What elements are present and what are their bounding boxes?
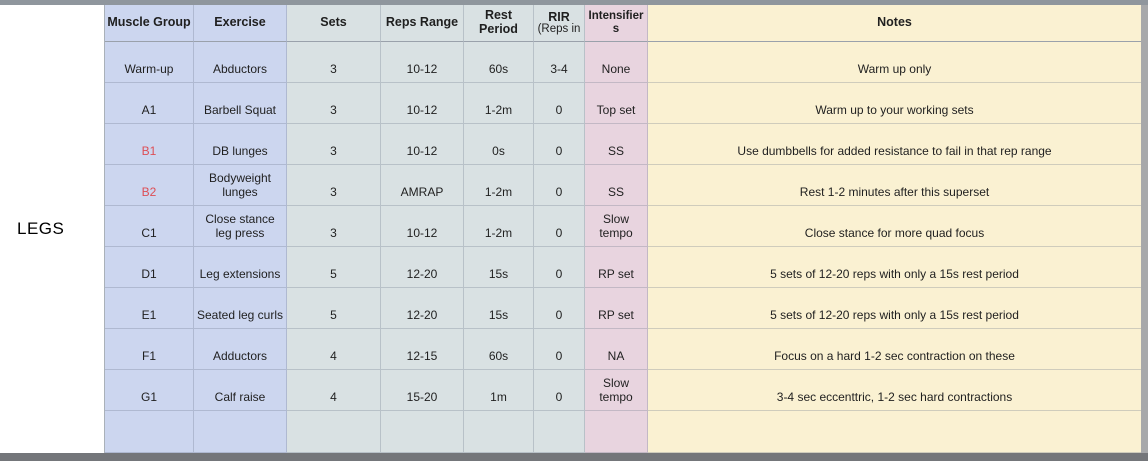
table-row (105, 206, 1141, 247)
cell-notes[interactable]: Rest 1-2 minutes after this superset (648, 165, 1141, 206)
cell-notes[interactable]: 5 sets of 12-20 reps with only a 15s rest period (648, 247, 1141, 288)
table-row (105, 124, 1141, 165)
cell-rir[interactable]: 0 (534, 83, 585, 124)
cell-intensifiers[interactable]: SS (585, 124, 648, 165)
cell-reps-range[interactable]: 15-20 (381, 370, 464, 411)
cell-rest-period[interactable]: 15s (464, 247, 534, 288)
cell-rest-period[interactable] (464, 411, 534, 453)
cell-rir[interactable] (534, 411, 585, 453)
header-rir-subtitle: (Reps in (537, 22, 581, 35)
cell-intensifiers[interactable]: RP set (585, 288, 648, 329)
cell-muscle-group[interactable] (105, 411, 194, 453)
cell-exercise[interactable]: Seated leg curls (194, 288, 287, 329)
cell-reps-range[interactable]: 10-12 (381, 206, 464, 247)
cell-sets[interactable]: 5 (287, 288, 381, 329)
cell-sets[interactable]: 3 (287, 206, 381, 247)
cell-notes[interactable] (648, 411, 1141, 453)
cell-rest-period[interactable]: 60s (464, 42, 534, 83)
cell-rir[interactable]: 0 (534, 206, 585, 247)
cell-exercise[interactable]: Calf raise (194, 370, 287, 411)
cell-muscle-group[interactable]: G1 (105, 370, 194, 411)
sheet-content (0, 5, 1141, 453)
cell-intensifiers[interactable]: Slow tempo (585, 206, 648, 247)
cell-rest-period[interactable]: 1-2m (464, 206, 534, 247)
cell-intensifiers[interactable]: Top set (585, 83, 648, 124)
table-body (105, 42, 1141, 453)
cell-muscle-group[interactable]: C1 (105, 206, 194, 247)
cell-reps-range[interactable]: AMRAP (381, 165, 464, 206)
cell-rest-period[interactable]: 15s (464, 288, 534, 329)
cell-exercise[interactable]: Abductors (194, 42, 287, 83)
cell-notes[interactable]: Use dumbbells for added resistance to fail in that rep range (648, 124, 1141, 165)
cell-notes[interactable]: Focus on a hard 1-2 sec contraction on these (648, 329, 1141, 370)
cell-sets[interactable] (287, 411, 381, 453)
header-intensifiers[interactable]: Intensifiers (585, 5, 648, 42)
left-gutter (0, 5, 104, 453)
right-frame-bar (1141, 5, 1148, 453)
cell-notes[interactable]: Close stance for more quad focus (648, 206, 1141, 247)
workout-table (104, 5, 1141, 453)
cell-rest-period[interactable]: 1-2m (464, 83, 534, 124)
cell-sets[interactable]: 3 (287, 42, 381, 83)
cell-sets[interactable]: 4 (287, 370, 381, 411)
table-row (105, 329, 1141, 370)
cell-muscle-group[interactable]: D1 (105, 247, 194, 288)
cell-reps-range[interactable]: 10-12 (381, 42, 464, 83)
cell-rir[interactable]: 0 (534, 124, 585, 165)
cell-rir[interactable]: 3-4 (534, 42, 585, 83)
cell-reps-range[interactable]: 12-20 (381, 288, 464, 329)
cell-notes[interactable]: Warm up to your working sets (648, 83, 1141, 124)
cell-reps-range[interactable]: 12-15 (381, 329, 464, 370)
cell-muscle-group[interactable]: F1 (105, 329, 194, 370)
table-row (105, 288, 1141, 329)
cell-rir[interactable]: 0 (534, 165, 585, 206)
cell-muscle-group[interactable]: B1 (105, 124, 194, 165)
cell-intensifiers[interactable] (585, 411, 648, 453)
header-rir-title: RIR (548, 9, 570, 24)
cell-reps-range[interactable]: 12-20 (381, 247, 464, 288)
cell-muscle-group[interactable]: Warm-up (105, 42, 194, 83)
cell-rest-period[interactable]: 0s (464, 124, 534, 165)
table-row (105, 370, 1141, 411)
cell-sets[interactable]: 3 (287, 124, 381, 165)
cell-notes[interactable]: Warm up only (648, 42, 1141, 83)
cell-sets[interactable]: 4 (287, 329, 381, 370)
cell-rir[interactable]: 0 (534, 247, 585, 288)
header-notes[interactable]: Notes (648, 5, 1141, 42)
cell-exercise[interactable]: Barbell Squat (194, 83, 287, 124)
cell-rir[interactable]: 0 (534, 370, 585, 411)
cell-rir[interactable]: 0 (534, 288, 585, 329)
table-row (105, 411, 1141, 453)
cell-rest-period[interactable]: 60s (464, 329, 534, 370)
cell-exercise[interactable] (194, 411, 287, 453)
cell-muscle-group[interactable]: E1 (105, 288, 194, 329)
header-exercise[interactable]: Exercise (194, 5, 287, 42)
muscle-group-section-label: LEGS (17, 219, 65, 238)
cell-reps-range[interactable] (381, 411, 464, 453)
header-muscle-group[interactable]: Muscle Group (105, 5, 194, 42)
cell-sets[interactable]: 3 (287, 83, 381, 124)
cell-intensifiers[interactable]: NA (585, 329, 648, 370)
cell-muscle-group[interactable]: B2 (105, 165, 194, 206)
table-header-row (105, 5, 1141, 42)
cell-intensifiers[interactable]: None (585, 42, 648, 83)
header-rir-text (538, 5, 581, 41)
table-row (105, 165, 1141, 206)
bottom-frame-bar (0, 453, 1148, 461)
header-rir[interactable] (534, 5, 585, 42)
cell-rest-period[interactable]: 1-2m (464, 165, 534, 206)
table-row (105, 247, 1141, 288)
header-sets[interactable]: Sets (287, 5, 381, 42)
cell-notes[interactable]: 5 sets of 12-20 reps with only a 15s rest period (648, 288, 1141, 329)
header-rest-period[interactable]: Rest Period (464, 5, 534, 42)
cell-sets[interactable]: 5 (287, 247, 381, 288)
cell-exercise[interactable]: Bodyweight lunges (194, 165, 287, 206)
cell-intensifiers[interactable]: Slow tempo (585, 370, 648, 411)
cell-intensifiers[interactable]: RP set (585, 247, 648, 288)
cell-muscle-group[interactable]: A1 (105, 83, 194, 124)
table-row (105, 42, 1141, 83)
cell-sets[interactable]: 3 (287, 165, 381, 206)
table-row (105, 83, 1141, 124)
header-reps-range[interactable]: Reps Range (381, 5, 464, 42)
cell-exercise[interactable]: Leg extensions (194, 247, 287, 288)
cell-rest-period[interactable]: 1m (464, 370, 534, 411)
cell-exercise[interactable]: DB lunges (194, 124, 287, 165)
cell-reps-range[interactable]: 10-12 (381, 83, 464, 124)
cell-reps-range[interactable]: 10-12 (381, 124, 464, 165)
cell-exercise[interactable]: Adductors (194, 329, 287, 370)
cell-rir[interactable]: 0 (534, 329, 585, 370)
cell-intensifiers[interactable]: SS (585, 165, 648, 206)
cell-notes[interactable]: 3-4 sec eccenttric, 1-2 sec hard contractions (648, 370, 1141, 411)
cell-exercise[interactable]: Close stance leg press (194, 206, 287, 247)
